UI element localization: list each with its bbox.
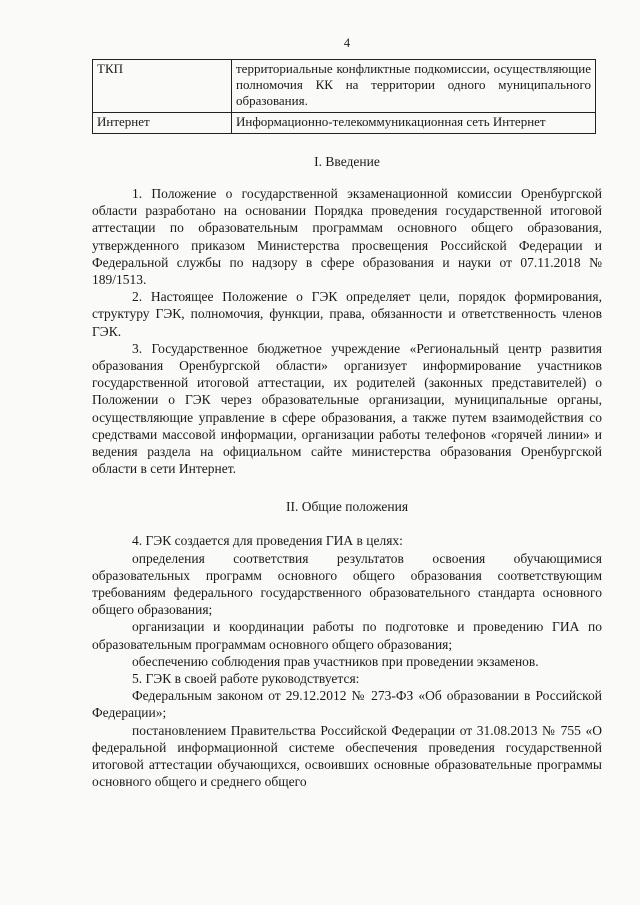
paragraph: 1. Положение о государственной экзаменационной комиссии Оренбургской области разработано на основании Порядка проведения государственной итоговой аттестации по образовательным программам основного общего образования, утвержденного приказом Министерства просвещения Российской Федерации и Федеральной службы по надзору в сфере образования и науки от 07.11.2018 № 189/1513. bbox=[92, 186, 602, 288]
paragraph: 3. Государственное бюджетное учреждение «Региональный центр развития образования Оренбургской области» организует информирование участников государственной итоговой аттестации, их родителей (законных представителей) о Положении о ГЭК через образовательные организации, муниципальные органы, осуществляющие управление в сфере образования, а также путем взаимодействия со средствами массовой информации, организации работы телефонов «горячей линии» и ведения раздела на официальном сайте министерства образования Оренбургской области в сети Интернет. bbox=[92, 340, 602, 477]
section-heading-general-provisions: II. Общие положения bbox=[285, 499, 409, 515]
abbreviation-definition: территориальные конфликтные подкомиссии, осуществляющие полномочия КК на территории одного муниципального образования. bbox=[232, 60, 596, 113]
paragraph: определения соответствия результатов освоения обучающимися образовательных программ основного общего образования соответствующим требованиям федерального государственного образовательного стандарта основного общего образования; bbox=[92, 550, 602, 618]
paragraph: организации и координации работы по подготовке и проведению ГИА по образовательным программам основного общего образования; bbox=[92, 619, 602, 652]
paragraph: 4. ГЭК создается для проведения ГИА в целях: bbox=[132, 533, 403, 549]
table-row bbox=[93, 60, 596, 113]
paragraph: Федеральным законом от 29.12.2012 № 273-ФЗ «Об образовании в Российской Федерации»; bbox=[92, 688, 602, 721]
paragraph: 2. Настоящее Положение о ГЭК определяет цели, порядок формирования, структуру ГЭК, полномочия, функции, права, обязанности и ответственность членов ГЭК. bbox=[92, 289, 602, 339]
abbreviation-term: ТКП bbox=[93, 60, 232, 113]
page-number: 4 bbox=[343, 36, 351, 50]
abbreviations-table bbox=[92, 59, 596, 134]
section-heading-introduction: I. Введение bbox=[314, 154, 380, 169]
paragraph: обеспечению соблюдения прав участников при проведении экзаменов. bbox=[132, 653, 539, 669]
table-row bbox=[93, 113, 596, 134]
paragraph: 5. ГЭК в своей работе руководствуется: bbox=[132, 671, 360, 687]
abbreviation-term: Интернет bbox=[93, 113, 232, 134]
abbreviation-definition: Информационно-телекоммуникационная сеть Интернет bbox=[232, 113, 596, 134]
paragraph: постановлением Правительства Российской Федерации от 31.08.2013 № 755 «О федеральной информационной системе обеспечения проведения государственной итоговой аттестации обучающихся, освоивших основные образовательные программы основного общего и среднего общего bbox=[92, 722, 602, 790]
